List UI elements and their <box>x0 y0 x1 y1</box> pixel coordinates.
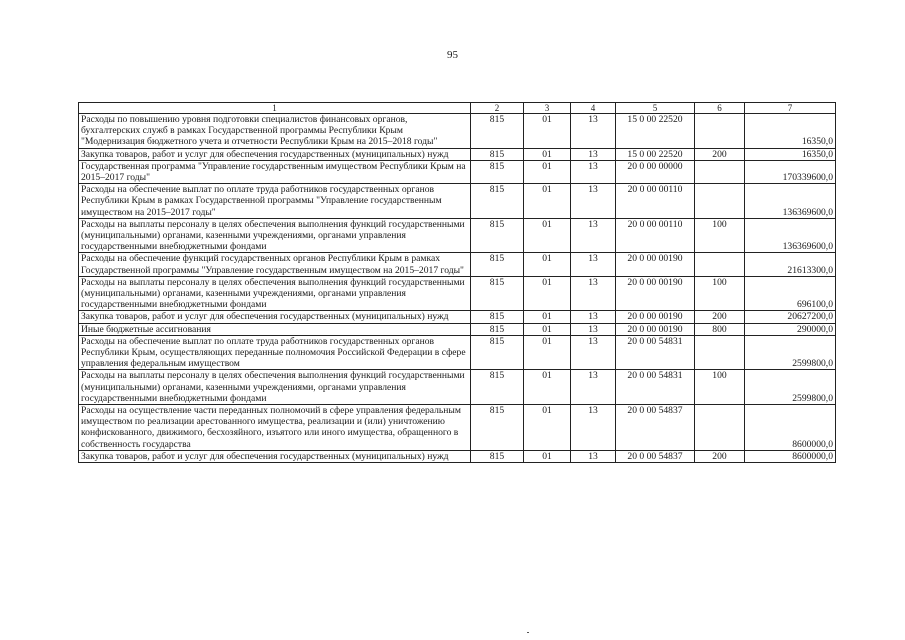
expense-type-cell: 200 <box>695 450 745 462</box>
subsection-code-cell: 13 <box>571 114 616 149</box>
subsection-code-cell: 13 <box>571 450 616 462</box>
expense-type-cell: 100 <box>695 370 745 405</box>
subsection-code-cell: 13 <box>571 370 616 405</box>
expense-name-cell: Расходы на обеспечение выплат по оплате труда работников государственных органов Республики Крым в рамках Государственной программы "Управление государственным имуществом на 2015–2017 годы" <box>79 184 471 219</box>
target-article-cell: 20 0 00 54831 <box>616 370 695 405</box>
amount-cell: 16350,0 <box>745 114 836 149</box>
scan-mark <box>527 632 529 633</box>
amount-cell: 16350,0 <box>745 148 836 160</box>
expense-name-cell: Расходы на выплаты персоналу в целях обеспечения выполнения функций государственными (муниципальными) органами, казенными учреждениями, органами управления государственными внебюджетными фондами <box>79 370 471 405</box>
expense-name-cell: Иные бюджетные ассигнования <box>79 323 471 335</box>
expense-type-cell: 100 <box>695 218 745 253</box>
expense-type-cell <box>695 160 745 183</box>
ministry-code-cell: 815 <box>471 311 524 323</box>
table-row <box>79 323 836 335</box>
subsection-code-cell: 13 <box>571 323 616 335</box>
expense-type-cell <box>695 405 745 451</box>
ministry-code-cell: 815 <box>471 370 524 405</box>
expense-name-cell: Расходы по повышению уровня подготовки специалистов финансовых органов, бухгалтерских служб в рамках Государственной программы Республики Крым "Модернизация бюджетного учета и отчетности Республики Крым на 2015–2018 годы" <box>79 114 471 149</box>
amount-cell: 2599800,0 <box>745 335 836 370</box>
table-row <box>79 370 836 405</box>
subsection-code-cell: 13 <box>571 311 616 323</box>
amount-cell: 136369600,0 <box>745 184 836 219</box>
table-row <box>79 253 836 276</box>
target-article-cell: 15 0 00 22520 <box>616 148 695 160</box>
ministry-code-cell: 815 <box>471 114 524 149</box>
column-header: 2 <box>471 103 524 114</box>
budget-table <box>78 102 836 463</box>
expense-type-cell <box>695 184 745 219</box>
subsection-code-cell: 13 <box>571 405 616 451</box>
section-code-cell: 01 <box>524 184 571 219</box>
column-header: 7 <box>745 103 836 114</box>
expense-type-cell <box>695 253 745 276</box>
amount-cell: 290000,0 <box>745 323 836 335</box>
section-code-cell: 01 <box>524 253 571 276</box>
expense-name-cell: Расходы на обеспечение функций государственных органов Республики Крым в рамках Государственной программы "Управление государственным имуществом на 2015–2017 годы" <box>79 253 471 276</box>
ministry-code-cell: 815 <box>471 450 524 462</box>
expense-type-cell: 800 <box>695 323 745 335</box>
expense-type-cell: 200 <box>695 148 745 160</box>
subsection-code-cell: 13 <box>571 335 616 370</box>
ministry-code-cell: 815 <box>471 148 524 160</box>
ministry-code-cell: 815 <box>471 335 524 370</box>
ministry-code-cell: 815 <box>471 184 524 219</box>
ministry-code-cell: 815 <box>471 218 524 253</box>
target-article-cell: 20 0 00 00000 <box>616 160 695 183</box>
subsection-code-cell: 13 <box>571 218 616 253</box>
table-header-row <box>79 103 836 114</box>
section-code-cell: 01 <box>524 218 571 253</box>
table-row <box>79 148 836 160</box>
expense-name-cell: Расходы на осуществление части переданных полномочий в сфере управления федеральным имуществом по реализации арестованного имущества, реализации и (или) уничтожению конфискованного, движимого, бесхозяйного, изъятого или иного имущества, обращенного в собственность государства <box>79 405 471 451</box>
subsection-code-cell: 13 <box>571 184 616 219</box>
target-article-cell: 20 0 00 54837 <box>616 450 695 462</box>
expense-name-cell: Расходы на обеспечение выплат по оплате труда работников государственных органов Республики Крым, осуществляющих переданные полномочия Российской Федерации в сфере управления федеральным имуществом <box>79 335 471 370</box>
column-header: 4 <box>571 103 616 114</box>
section-code-cell: 01 <box>524 335 571 370</box>
amount-cell: 2599800,0 <box>745 370 836 405</box>
table-row <box>79 450 836 462</box>
page-number: 95 <box>447 49 458 61</box>
subsection-code-cell: 13 <box>571 148 616 160</box>
target-article-cell: 20 0 00 00110 <box>616 184 695 219</box>
target-article-cell: 20 0 00 54837 <box>616 405 695 451</box>
subsection-code-cell: 13 <box>571 276 616 311</box>
ministry-code-cell: 815 <box>471 276 524 311</box>
section-code-cell: 01 <box>524 276 571 311</box>
section-code-cell: 01 <box>524 450 571 462</box>
section-code-cell: 01 <box>524 114 571 149</box>
target-article-cell: 20 0 00 00190 <box>616 323 695 335</box>
ministry-code-cell: 815 <box>471 160 524 183</box>
target-article-cell: 15 0 00 22520 <box>616 114 695 149</box>
expense-name-cell: Государственная программа "Управление государственным имуществом Республики Крым на 2015–2017 годы" <box>79 160 471 183</box>
expense-name-cell: Расходы на выплаты персоналу в целях обеспечения выполнения функций государственными (муниципальными) органами, казенными учреждениями, органами управления государственными внебюджетными фондами <box>79 276 471 311</box>
expense-name-cell: Закупка товаров, работ и услуг для обеспечения государственных (муниципальных) нужд <box>79 148 471 160</box>
table-row <box>79 405 836 451</box>
table-row <box>79 218 836 253</box>
table-row <box>79 311 836 323</box>
section-code-cell: 01 <box>524 160 571 183</box>
ministry-code-cell: 815 <box>471 405 524 451</box>
ministry-code-cell: 815 <box>471 253 524 276</box>
column-header: 6 <box>695 103 745 114</box>
amount-cell: 696100,0 <box>745 276 836 311</box>
table-row <box>79 160 836 183</box>
expense-type-cell: 100 <box>695 276 745 311</box>
target-article-cell: 20 0 00 00190 <box>616 253 695 276</box>
amount-cell: 8600000,0 <box>745 405 836 451</box>
section-code-cell: 01 <box>524 311 571 323</box>
table-row <box>79 114 836 149</box>
expense-type-cell <box>695 335 745 370</box>
expense-type-cell: 200 <box>695 311 745 323</box>
target-article-cell: 20 0 00 00110 <box>616 218 695 253</box>
expense-type-cell <box>695 114 745 149</box>
section-code-cell: 01 <box>524 148 571 160</box>
section-code-cell: 01 <box>524 370 571 405</box>
section-code-cell: 01 <box>524 405 571 451</box>
amount-cell: 21613300,0 <box>745 253 836 276</box>
expense-name-cell: Закупка товаров, работ и услуг для обеспечения государственных (муниципальных) нужд <box>79 311 471 323</box>
amount-cell: 170339600,0 <box>745 160 836 183</box>
ministry-code-cell: 815 <box>471 323 524 335</box>
table-row <box>79 276 836 311</box>
section-code-cell: 01 <box>524 323 571 335</box>
amount-cell: 20627200,0 <box>745 311 836 323</box>
subsection-code-cell: 13 <box>571 160 616 183</box>
amount-cell: 8600000,0 <box>745 450 836 462</box>
column-header: 3 <box>524 103 571 114</box>
target-article-cell: 20 0 00 00190 <box>616 311 695 323</box>
column-header: 5 <box>616 103 695 114</box>
target-article-cell: 20 0 00 00190 <box>616 276 695 311</box>
table-row <box>79 184 836 219</box>
target-article-cell: 20 0 00 54831 <box>616 335 695 370</box>
amount-cell: 136369600,0 <box>745 218 836 253</box>
expense-name-cell: Расходы на выплаты персоналу в целях обеспечения выполнения функций государственными (муниципальными) органами, казенными учреждениями, органами управления государственными внебюджетными фондами <box>79 218 471 253</box>
column-header: 1 <box>79 103 471 114</box>
table-row <box>79 335 836 370</box>
expense-name-cell: Закупка товаров, работ и услуг для обеспечения государственных (муниципальных) нужд <box>79 450 471 462</box>
subsection-code-cell: 13 <box>571 253 616 276</box>
